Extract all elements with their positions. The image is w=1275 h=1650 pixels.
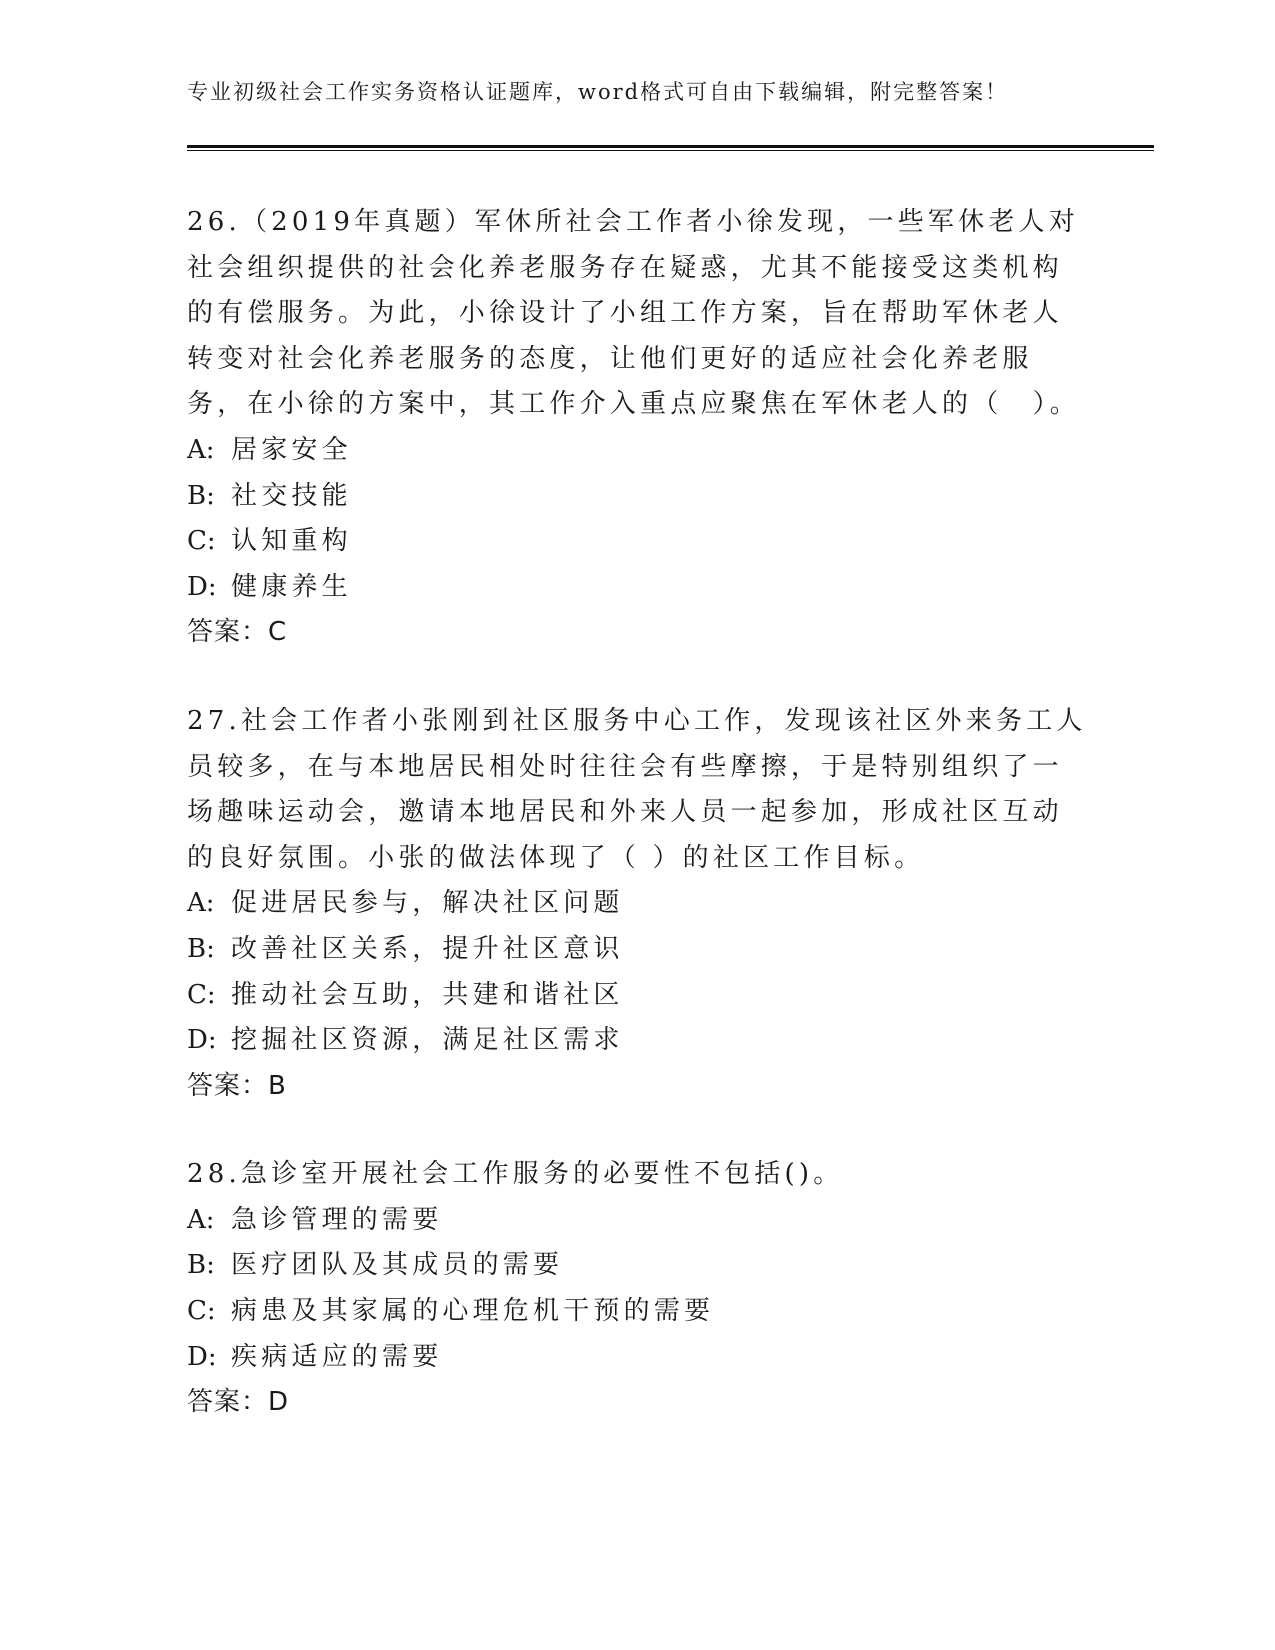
option-letter: B: <box>187 1250 215 1281</box>
option-a <box>187 428 1087 474</box>
option-letter: A: <box>187 1204 215 1235</box>
option-letter: C: <box>187 1296 216 1327</box>
question-26 <box>187 200 1087 656</box>
option-a <box>187 1198 1087 1244</box>
option-d <box>187 1018 1087 1064</box>
option-text: 挖掘社区资源，满足社区需求 <box>231 1025 624 1056</box>
option-text: 居家安全 <box>231 434 352 465</box>
option-c <box>187 519 1087 565</box>
question-text: 27.社会工作者小张刚到社区服务中心工作，发现该社区外来务工人员较多，在与本地居民相处时往往会有些摩擦，于是特别组织了一场趣味运动会，邀请本地居民和外来人员一起参加，形成社区互动的良好氛围。小张的做法体现了（ ）的社区工作目标。 <box>187 705 1087 873</box>
option-text: 急诊管理的需要 <box>231 1204 443 1235</box>
option-c <box>187 973 1087 1019</box>
option-text: 病患及其家属的心理危机干预的需要 <box>231 1296 715 1327</box>
option-letter: D: <box>187 571 217 602</box>
option-text: 疾病适应的需要 <box>231 1341 443 1372</box>
option-b <box>187 474 1087 520</box>
question-list <box>187 200 1087 1469</box>
question-27 <box>187 699 1087 1109</box>
option-b <box>187 927 1087 973</box>
option-a <box>187 881 1087 927</box>
option-letter: B: <box>187 933 215 964</box>
option-letter: A: <box>187 888 215 919</box>
option-d <box>187 565 1087 611</box>
page-header: 专业初级社会工作实务资格认证题库，word格式可自由下载编辑，附完整答案！ <box>187 80 1009 104</box>
option-letter: A: <box>187 434 215 465</box>
option-c <box>187 1289 1087 1335</box>
option-letter: D: <box>187 1025 217 1056</box>
answer-line: 答案：B <box>187 1070 287 1101</box>
option-text: 社交技能 <box>231 480 352 511</box>
option-text: 改善社区关系，提升社区意识 <box>231 933 624 964</box>
option-letter: C: <box>187 979 216 1010</box>
option-text: 医疗团队及其成员的需要 <box>231 1250 564 1281</box>
question-28 <box>187 1152 1087 1426</box>
option-letter: C: <box>187 526 216 557</box>
option-b <box>187 1243 1087 1289</box>
header-rule-thin <box>187 150 1154 151</box>
option-text: 推动社会互助，共建和谐社区 <box>231 979 624 1010</box>
answer-line: 答案：C <box>187 617 288 648</box>
option-text: 认知重构 <box>231 526 352 557</box>
option-letter: B: <box>187 480 215 511</box>
option-d <box>187 1335 1087 1381</box>
option-text: 健康养生 <box>231 571 352 602</box>
option-letter: D: <box>187 1341 217 1372</box>
header-rule <box>187 145 1154 148</box>
question-text: 26.（2019年真题）军休所社会工作者小徐发现，一些军休老人对社会组织提供的社会化养老服务存在疑惑，尤其不能接受这类机构的有偿服务。为此，小徐设计了小组工作方案，旨在帮助军休老人转变对社会化养老服务的态度，让他们更好的适应社会化养老服务，在小徐的方案中，其工作介入重点应聚焦在军休老人的（ ）。 <box>187 207 1081 420</box>
answer-line: 答案：D <box>187 1387 290 1418</box>
option-text: 促进居民参与，解决社区问题 <box>231 888 624 919</box>
question-text: 28.急诊室开展社会工作服务的必要性不包括()。 <box>187 1159 844 1190</box>
